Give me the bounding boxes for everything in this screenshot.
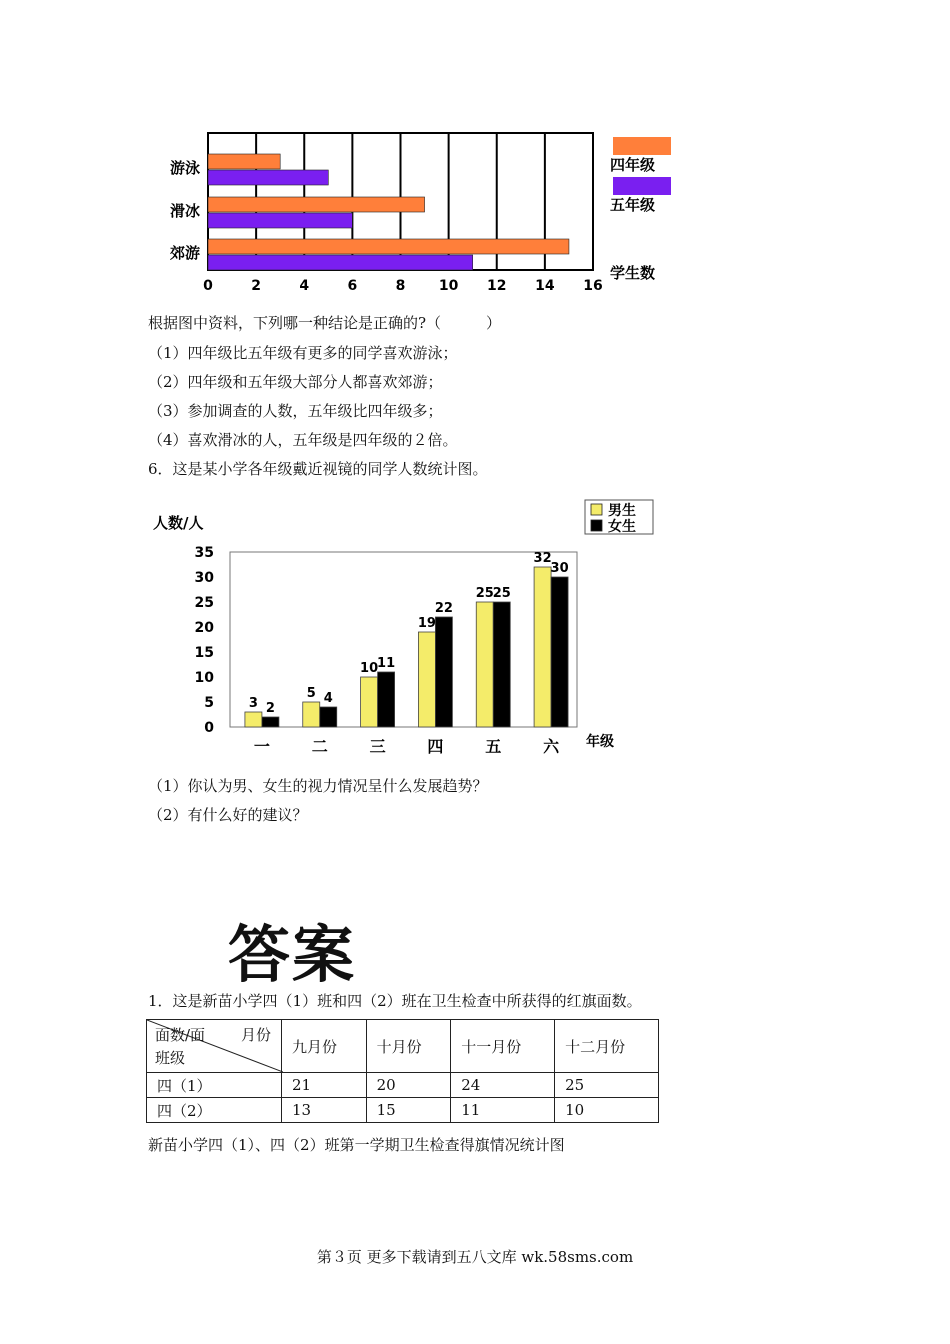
data-label: 11 [377,656,396,671]
q5-option-2: （2）四年级和五年级大部分人都喜欢郊游； [148,373,443,391]
data-label: 25 [492,586,511,601]
bar [208,170,328,185]
table-cell: 21 [282,1073,367,1098]
x-tick-label: 五 [485,737,502,756]
q6-title: 6．这是某小学各年级戴近视镜的同学人数统计图。 [148,460,488,478]
q5-option-4: （4）喜欢滑冰的人，五年级是四年级的２倍。 [148,431,458,449]
bar [378,672,395,727]
answers-heading: 答案 [228,918,357,991]
table-cell: 15 [366,1098,451,1123]
q5-prompt: 根据图中资料，下列哪一种结论是正确的?（ ） [148,314,502,332]
x-tick-label: 2 [251,278,261,294]
x-tick-label: 6 [347,278,358,294]
table-row [147,1098,659,1123]
corner-bottom-left: 班级 [155,1049,186,1067]
data-label: 10 [360,661,379,676]
bar [435,617,452,727]
page-footer: 第３页 更多下载请到五八文库 wk.58sms.com [316,1248,634,1266]
bar [418,632,435,727]
answer-caption: 新苗小学四（1）、四（2）班第一学期卫生检查得旗情况统计图 [148,1136,565,1154]
data-label: 5 [306,686,316,701]
q5-option-3: （3）参加调查的人数，五年级比四年级多； [148,402,443,420]
y-tick-label: 25 [194,595,214,611]
y-tick-label: 15 [194,645,214,661]
x-axis-label: 年级 [586,734,614,750]
y-tick-label: 10 [194,670,214,686]
bar [208,213,352,228]
legend-swatch [613,137,671,155]
data-label: 2 [265,701,275,716]
plot-frame [230,552,577,727]
y-tick-label: 0 [204,720,214,736]
data-label: 4 [323,691,333,706]
activity-bar-chart [140,125,700,305]
data-label: 32 [533,551,552,566]
legend-label: 男生 [608,503,636,519]
table-cell: 10 [555,1098,659,1123]
bar [320,707,337,727]
q6-question-1: （1）你认为男、女生的视力情况呈什么发展趋势？ [148,777,488,795]
category-label: 滑冰 [169,202,200,220]
y-tick-label: 35 [194,545,214,561]
legend-swatch [591,520,602,531]
bar [303,702,320,727]
bar [208,154,280,169]
x-tick-label: 六 [543,737,560,756]
bar [476,602,493,727]
bar [493,602,510,727]
q5-option-1: （1）四年级比五年级有更多的同学喜欢游泳； [148,344,458,362]
data-label: 30 [550,561,569,576]
table-cell: 25 [555,1073,659,1098]
legend-label: 女生 [608,519,636,535]
data-label: 19 [417,616,436,631]
bar [361,677,378,727]
x-tick-label: 10 [438,278,459,294]
bar [208,197,425,212]
y-axis-label: 人数/人 [153,514,204,532]
y-tick-label: 30 [194,570,214,586]
x-tick-label: 二 [311,737,328,756]
y-tick-label: 5 [204,695,214,711]
x-tick-label: 四 [427,737,444,756]
table-cell: 20 [366,1073,451,1098]
column-header: 十一月份 [451,1020,555,1073]
x-tick-label: 4 [299,278,310,294]
table-cell: 24 [451,1073,555,1098]
x-tick-label: 16 [583,278,603,294]
column-header: 十二月份 [555,1020,659,1073]
table-corner-header [147,1020,282,1073]
bar [262,717,279,727]
x-tick-label: 14 [535,278,555,294]
column-header: 九月份 [282,1020,367,1073]
category-label: 游泳 [169,159,200,177]
bar [551,577,568,727]
x-tick-label: 12 [487,278,507,294]
legend-swatch [591,504,602,515]
x-tick-label: 三 [369,737,386,756]
corner-top-left: 面数/面 [155,1026,206,1044]
x-tick-label: 一 [253,737,270,756]
answer-q1-text: 1．这是新苗小学四（1）班和四（2）班在卫生检查中所获得的红旗面数。 [148,992,642,1010]
table-cell: 13 [282,1098,367,1123]
legend-swatch [613,177,671,195]
table-row [147,1073,659,1098]
bar [534,567,551,727]
table-cell: 11 [451,1098,555,1123]
flag-count-table [146,1019,659,1123]
data-label: 3 [248,696,258,711]
y-tick-label: 20 [194,620,214,636]
row-label: 四（2） [147,1098,282,1123]
legend-label: 五年级 [610,196,656,214]
category-label: 郊游 [169,244,200,262]
q6-question-2: （2）有什么好的建议？ [148,806,308,824]
bar [208,255,473,270]
x-tick-label: 8 [395,278,406,294]
column-header: 十月份 [366,1020,451,1073]
x-tick-label: 0 [203,278,213,294]
x-axis-label: 学生数 [610,264,656,282]
bar [245,712,262,727]
legend-label: 四年级 [610,156,656,174]
corner-top-right: 月份 [240,1026,271,1044]
row-label: 四（1） [147,1073,282,1098]
data-label: 25 [475,586,494,601]
glasses-bar-chart [140,492,680,762]
bar [208,239,569,254]
data-label: 22 [434,601,453,616]
